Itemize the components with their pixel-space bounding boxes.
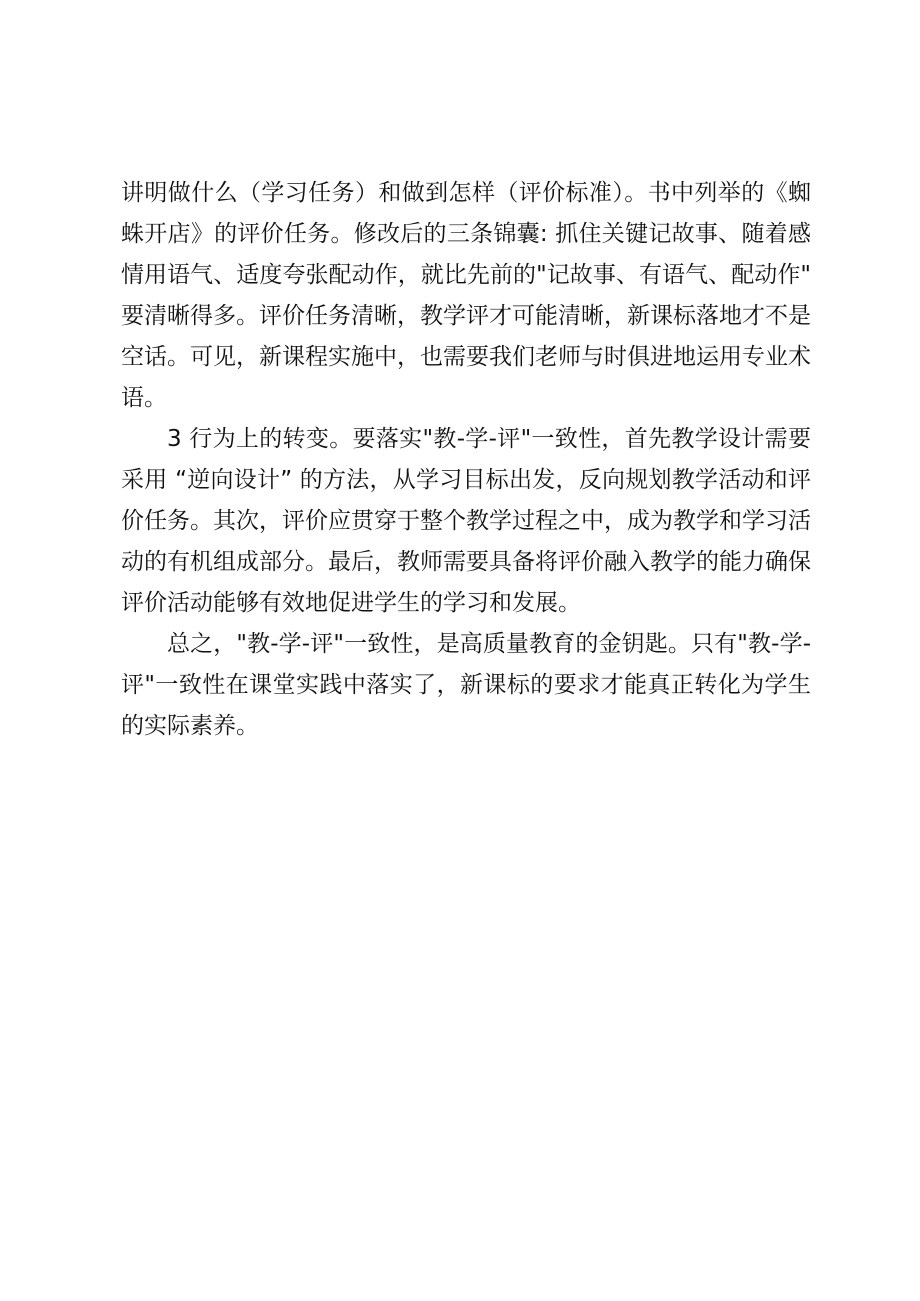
text-line: 情用语气、适度夸张配动作，就比先前的"记故事、有语气、配动作" <box>121 262 811 288</box>
text-line: 要清晰得多。评价任务清晰，教学评才可能清晰，新课标落地才不是 <box>121 303 811 329</box>
text-line: 总之，"教-学-评"一致性，是高质量教育的金钥匙。只有"教-学- <box>167 631 811 657</box>
text-line: 评"一致性在课堂实践中落实了，新课标的要求才能真正转化为学生 <box>121 672 811 698</box>
text-line: 价任务。其次，评价应贯穿于整个教学过程之中，成为教学和学习活 <box>121 508 811 534</box>
text-line: 讲明做什么（学习任务）和做到怎样（评价标准）。书中列举的《蜘 <box>121 180 811 206</box>
text-line: 空话。可见，新课程实施中，也需要我们老师与时俱进地运用专业术 <box>121 344 811 370</box>
text-line: 采用 “逆向设计” 的方法，从学习目标出发，反向规划教学活动和评 <box>121 467 811 493</box>
text-line: 3 行为上的转变。要落实"教-学-评"一致性，首先教学设计需要 <box>167 426 811 452</box>
text-line: 评价活动能够有效地促进学生的学习和发展。 <box>121 590 581 616</box>
paragraph-3 <box>121 624 811 747</box>
text-line: 的实际素养。 <box>121 713 259 739</box>
text-line: 蛛开店》的评价任务。修改后的三条锦囊: 抓住关键记故事、随着感 <box>121 221 811 247</box>
paragraph-2 <box>121 419 811 624</box>
text-line: 语。 <box>121 385 167 411</box>
body-text <box>121 173 811 747</box>
text-line: 动的有机组成部分。最后，教师需要具备将评价融入教学的能力确保 <box>121 549 811 575</box>
paragraph-1 <box>121 173 811 419</box>
